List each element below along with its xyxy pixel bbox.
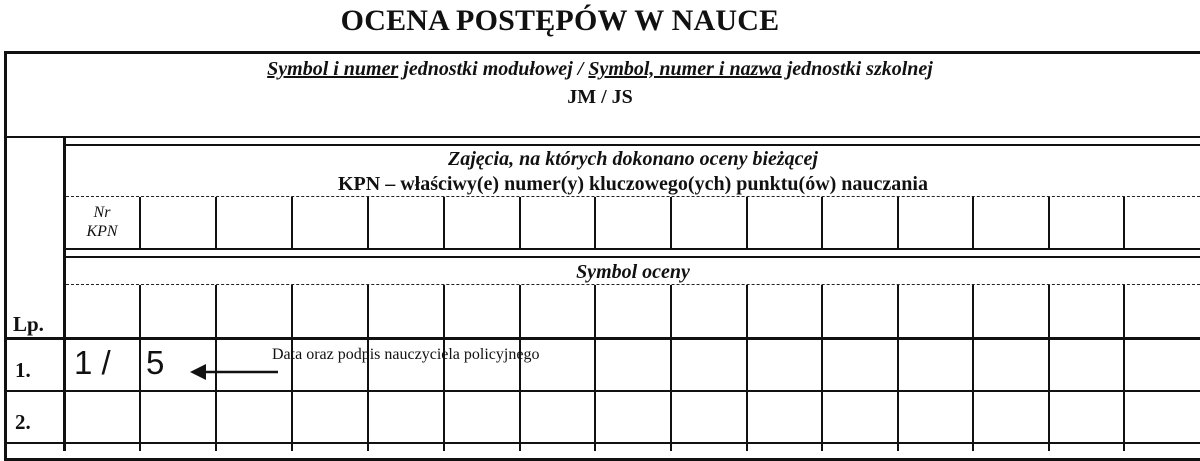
grade-grid-line: [291, 285, 293, 338]
row-grid-line: [1048, 338, 1050, 451]
grade-grid-line: [1123, 285, 1125, 338]
kpn-grid-line: [897, 197, 899, 249]
grade-grid-line: [367, 285, 369, 338]
row-number-2: 2.: [15, 410, 31, 434]
row-grid-line: [670, 338, 672, 451]
row-number-1: 1.: [15, 358, 31, 382]
lp-label: Lp.: [13, 312, 44, 336]
kpn-grid-line: [367, 197, 369, 249]
row-grid-line: [215, 338, 217, 451]
kpn-grid-line: [291, 197, 293, 249]
nr-label: Nr: [93, 204, 111, 221]
divider-dashed-2: [66, 284, 1200, 285]
document-title: OCENA POSTĘPÓW W NAUCE: [340, 4, 780, 37]
grade-grid-line: [1048, 285, 1050, 338]
grade-grid-line: [594, 285, 596, 338]
signature-annotation: Data oraz podpis nauczyciela policyjnego: [272, 346, 540, 363]
divider-grade-top: [64, 256, 1200, 258]
kpn-grid-line: [215, 197, 217, 249]
kpn-grid-line: [1048, 197, 1050, 249]
kpn-grid-line: [821, 197, 823, 249]
divider-kpn-bottom: [64, 248, 1200, 250]
kpn-subtitle: KPN – właściwy(e) numer(y) kluczowego(ych) punktu(ów) nauczania: [338, 173, 928, 195]
kpn-grid-line: [519, 197, 521, 249]
row-grid-line: [139, 338, 141, 451]
divider-row-1: [4, 390, 1200, 392]
unit-code-label: JM / JS: [567, 86, 633, 108]
row-grid-line: [972, 338, 974, 451]
row-grid-line: [821, 338, 823, 451]
grade-symbol-title: Symbol oceny: [576, 261, 690, 283]
divider-row-2: [4, 442, 1200, 444]
grade-grid-line: [215, 285, 217, 338]
row-grid-line: [897, 338, 899, 451]
divider-dashed-1: [66, 196, 1200, 197]
divider-rows-top: [4, 337, 1200, 340]
grade-grid-line: [821, 285, 823, 338]
kpn-grid-line: [670, 197, 672, 249]
kpn-grid-line: [139, 197, 141, 249]
grade-grid-line: [139, 285, 141, 338]
kpn-grid-line: [1123, 197, 1125, 249]
kpn-grid-line: [746, 197, 748, 249]
kpn-label: KPN: [86, 223, 118, 240]
grade-grid-line: [443, 285, 445, 338]
handwritten-cell-2: 5: [146, 344, 165, 381]
row-grid-line: [1123, 338, 1125, 451]
divider-classes-top: [64, 144, 1200, 146]
row-grid-line: [746, 338, 748, 451]
row-grid-line: [594, 338, 596, 451]
kpn-grid-line: [594, 197, 596, 249]
arrow-left-icon: [190, 360, 280, 384]
grade-grid-line: [972, 285, 974, 338]
classes-title: Zajęcia, na których dokonano oceny bieżącej: [448, 148, 818, 170]
handwritten-cell-1: 1 /: [74, 344, 111, 381]
unit-header: Symbol i numer jednostki modułowej / Symbol, numer i nazwa jednostki szkolnej: [267, 58, 933, 80]
grade-grid-line: [670, 285, 672, 338]
kpn-grid-line: [972, 197, 974, 249]
grade-grid-line: [746, 285, 748, 338]
divider-header: [4, 136, 1200, 138]
grade-grid-line: [519, 285, 521, 338]
kpn-grid-line: [443, 197, 445, 249]
grade-grid-line: [897, 285, 899, 338]
